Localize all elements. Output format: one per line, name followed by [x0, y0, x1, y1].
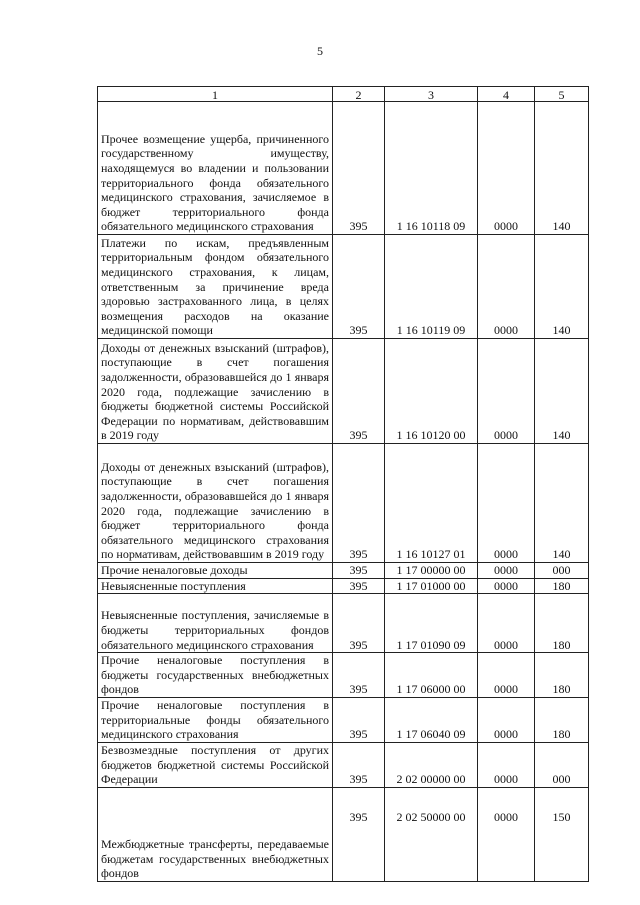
table-row	[98, 578, 589, 594]
page-number: 5	[317, 44, 323, 58]
kosgu-code: 180	[535, 653, 589, 698]
table-row	[98, 235, 589, 339]
admin-code: 395	[333, 578, 385, 594]
subtype-code: 0000	[478, 235, 535, 339]
admin-code: 395	[333, 653, 385, 698]
row-description: Доходы от денежных взысканий (штрафов), поступающие в счет погашения задолженности, образовавшейся до 1 января 2020 года, подлежащие зачислению в бюджеты бюджетной системы Российской Федерации по нормативам, действовавшим в 2019 году	[98, 339, 333, 444]
revenue-code: 1 17 06000 00	[385, 653, 478, 698]
column-header: 5	[535, 87, 589, 102]
row-description: Невыясненные поступления, зачисляемые в бюджеты территориальных фондов обязательного медицинского страхования	[98, 594, 333, 653]
revenue-code: 2 02 50000 00	[385, 787, 478, 881]
kosgu-code: 150	[535, 787, 589, 881]
admin-code: 395	[333, 594, 385, 653]
row-description: Невыясненные поступления	[98, 578, 333, 594]
subtype-code: 0000	[478, 444, 535, 563]
row-description: Доходы от денежных взысканий (штрафов), поступающие в счет погашения задолженности, образовавшейся до 1 января 2020 года, подлежащие зачислению в бюджет территориального фонда обязательного медицинского страхования по нормативам, действовавшим в 2019 году	[98, 444, 333, 563]
revenue-code: 1 16 10120 00	[385, 339, 478, 444]
admin-code: 395	[333, 697, 385, 742]
table-row	[98, 594, 589, 653]
column-header: 1	[98, 87, 333, 102]
subtype-code: 0000	[478, 594, 535, 653]
subtype-code: 0000	[478, 578, 535, 594]
kosgu-code: 000	[535, 563, 589, 579]
revenue-code: 1 17 00000 00	[385, 563, 478, 579]
subtype-code: 0000	[478, 697, 535, 742]
row-description: Прочие неналоговые доходы	[98, 563, 333, 579]
column-header: 3	[385, 87, 478, 102]
revenue-code: 2 02 00000 00	[385, 742, 478, 787]
kosgu-code: 140	[535, 102, 589, 235]
table-row	[98, 102, 589, 235]
revenue-code: 1 17 01090 09	[385, 594, 478, 653]
admin-code: 395	[333, 444, 385, 563]
subtype-code: 0000	[478, 102, 535, 235]
table-row	[98, 742, 589, 787]
column-header: 2	[333, 87, 385, 102]
row-description: Прочие неналоговые поступления в бюджеты государственных внебюджетных фондов	[98, 653, 333, 698]
revenue-code: 1 16 10119 09	[385, 235, 478, 339]
revenue-classification-table	[97, 86, 589, 882]
kosgu-code: 180	[535, 578, 589, 594]
kosgu-code: 140	[535, 444, 589, 563]
admin-code: 395	[333, 787, 385, 881]
table-row	[98, 787, 589, 881]
row-description: Межбюджетные трансферты, передаваемые бюджетам государственных внебюджетных фондов	[98, 787, 333, 881]
row-description: Прочее возмещение ущерба, причиненного государственному имуществу, находящемуся во владении и пользовании территориального фонда обязательного медицинского страхования, зачисляемое в бюджет территориального фонда обязательного медицинского страхования	[98, 102, 333, 235]
admin-code: 395	[333, 742, 385, 787]
row-description: Платежи по искам, предъявленным территориальным фондом обязательного медицинского страхования, к лицам, ответственным за причинение вреда здоровью застрахованного лица, в целях возмещения расходов на оказание медицинской помощи	[98, 235, 333, 339]
revenue-code: 1 16 10118 09	[385, 102, 478, 235]
revenue-code: 1 17 01000 00	[385, 578, 478, 594]
admin-code: 395	[333, 102, 385, 235]
subtype-code: 0000	[478, 563, 535, 579]
subtype-code: 0000	[478, 653, 535, 698]
kosgu-code: 140	[535, 339, 589, 444]
table-row	[98, 563, 589, 579]
kosgu-code: 180	[535, 697, 589, 742]
admin-code: 395	[333, 235, 385, 339]
subtype-code: 0000	[478, 339, 535, 444]
revenue-code: 1 16 10127 01	[385, 444, 478, 563]
subtype-code: 0000	[478, 742, 535, 787]
table-header-row	[98, 87, 589, 102]
revenue-code: 1 17 06040 09	[385, 697, 478, 742]
subtype-code: 0000	[478, 787, 535, 881]
kosgu-code: 180	[535, 594, 589, 653]
table-row	[98, 444, 589, 563]
kosgu-code: 140	[535, 235, 589, 339]
row-description: Безвозмездные поступления от других бюджетов бюджетной системы Российской Федерации	[98, 742, 333, 787]
table-row	[98, 653, 589, 698]
admin-code: 395	[333, 563, 385, 579]
row-description: Прочие неналоговые поступления в территориальные фонды обязательного медицинского страхования	[98, 697, 333, 742]
table-row	[98, 339, 589, 444]
admin-code: 395	[333, 339, 385, 444]
column-header: 4	[478, 87, 535, 102]
table-row	[98, 697, 589, 742]
kosgu-code: 000	[535, 742, 589, 787]
